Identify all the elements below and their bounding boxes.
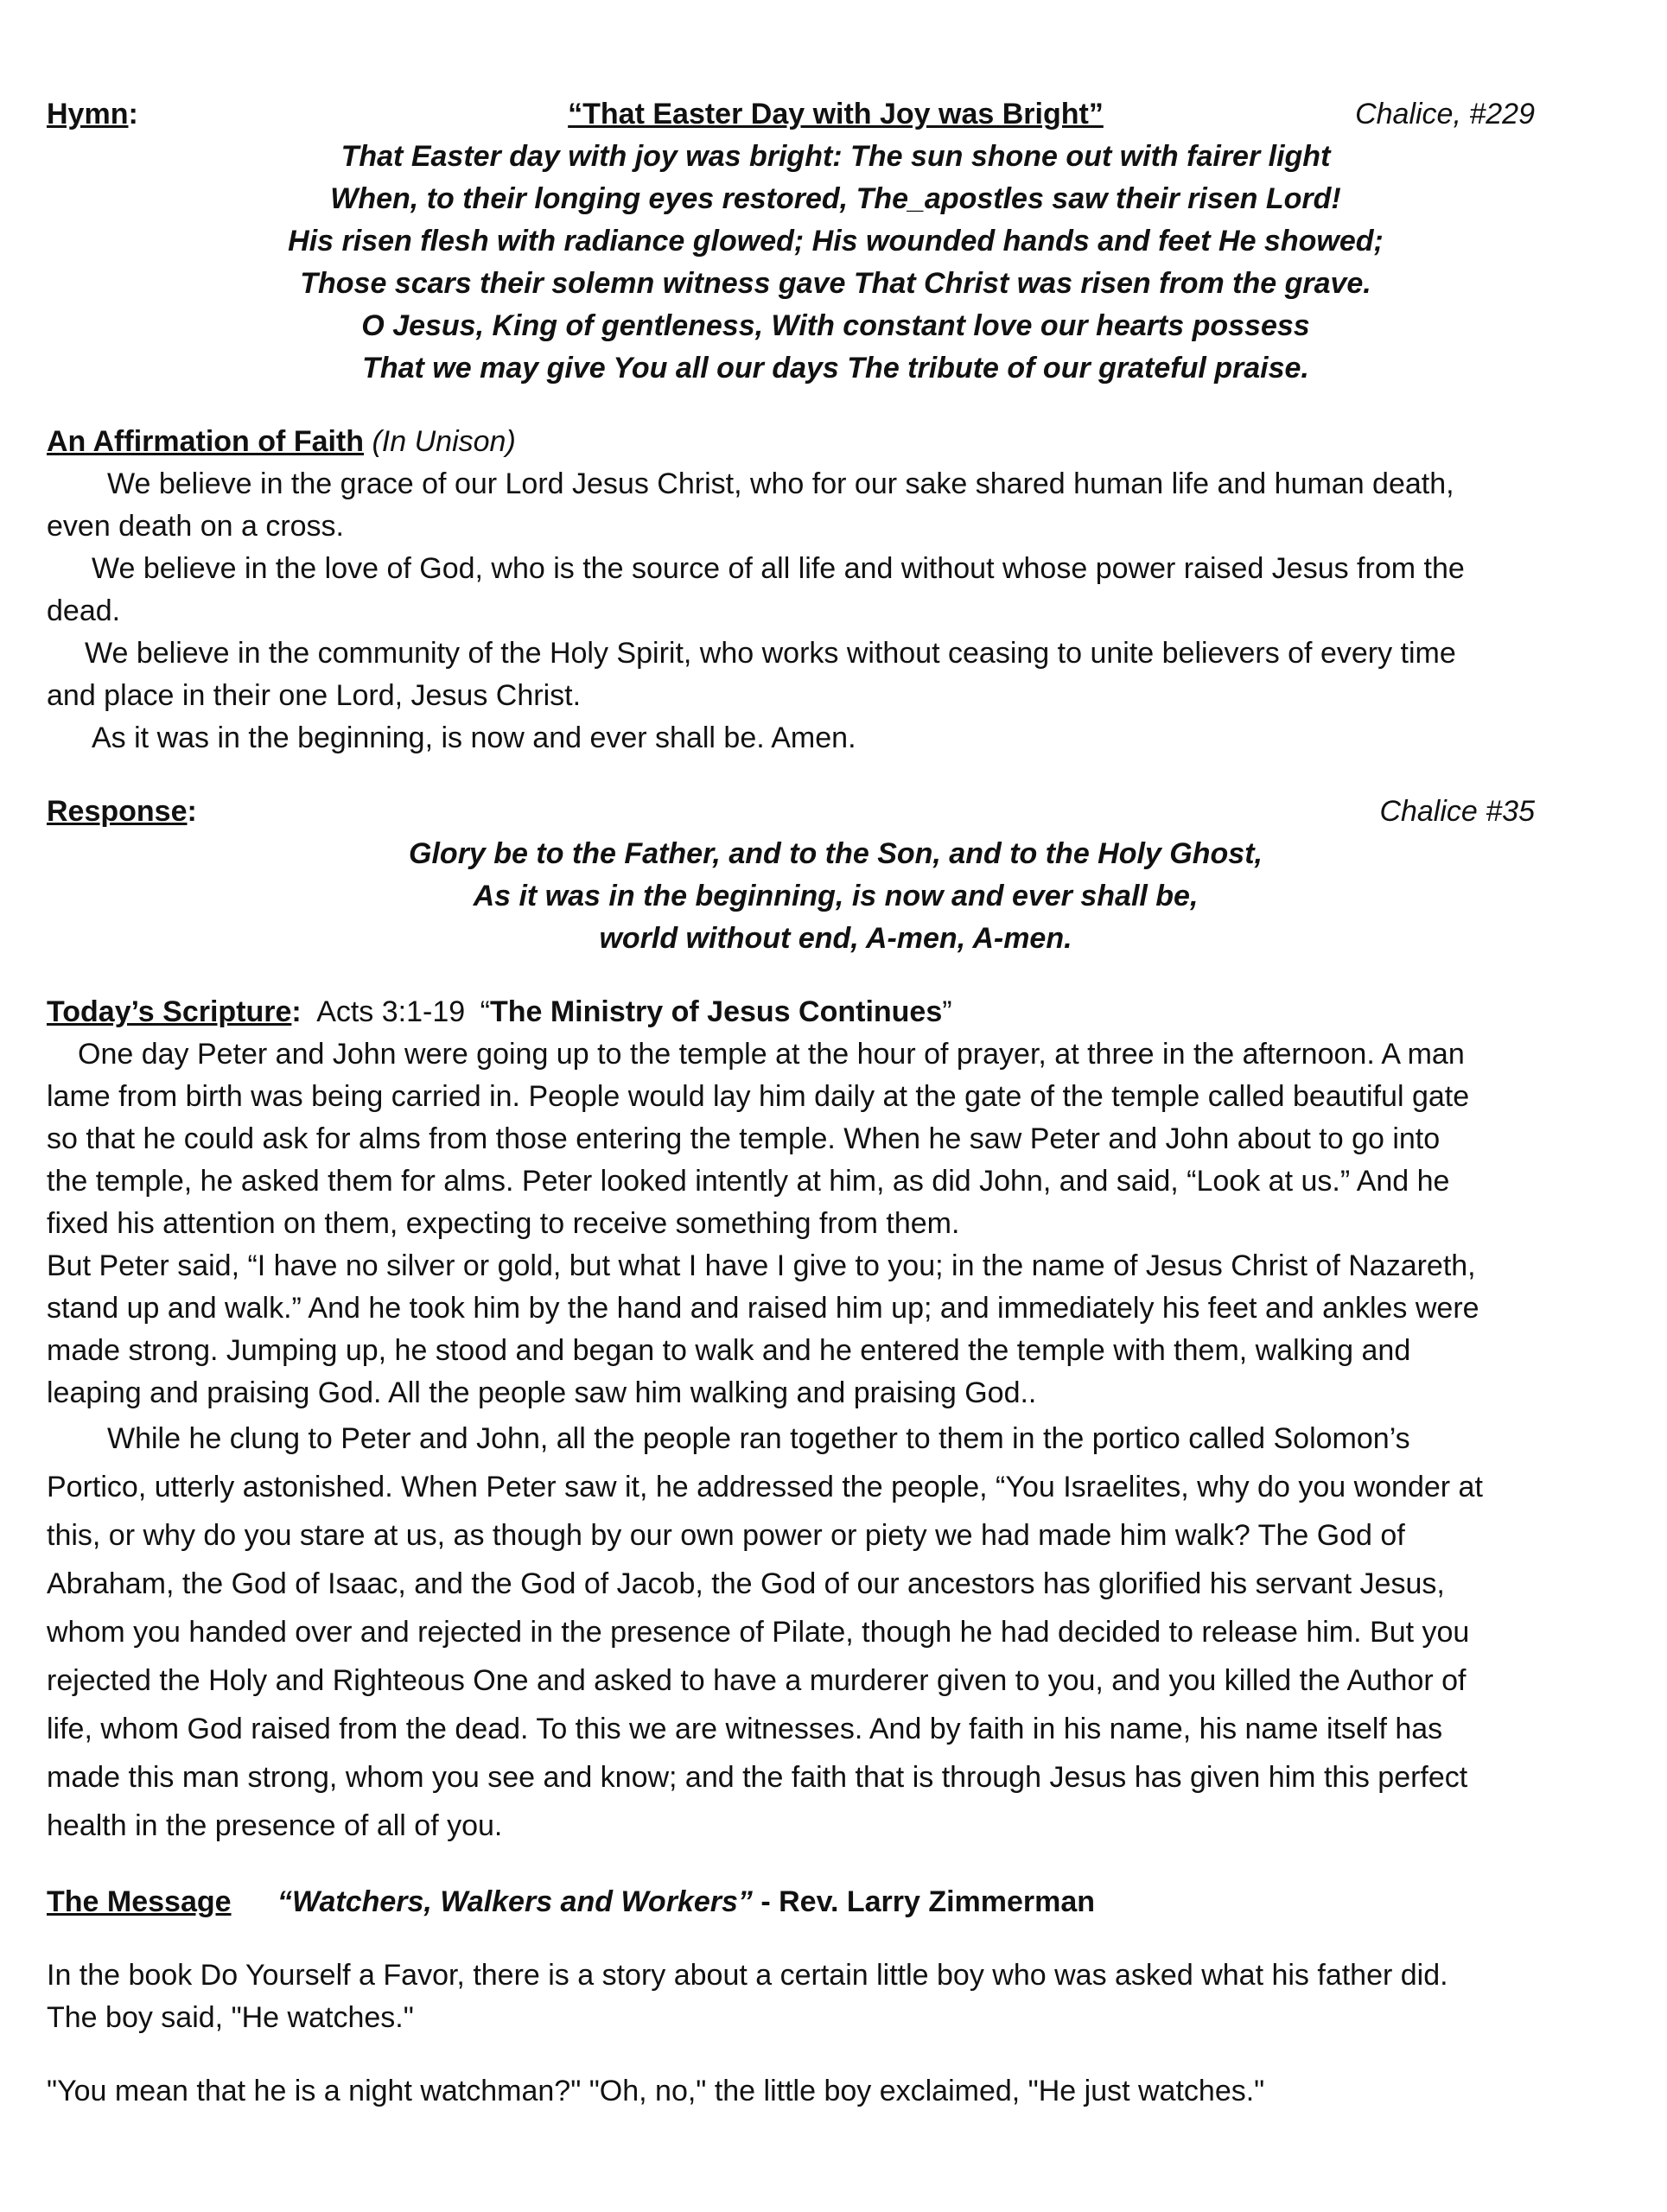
scripture-line: life, whom God raised from the dead. To this we are witnesses. And by faith in his name, his name itself has — [47, 1713, 1443, 1745]
affirmation-line: As it was in the beginning, is now and ever shall be. Amen. — [92, 721, 856, 754]
affirmation-line: even death on a cross. — [47, 510, 345, 543]
spacer — [47, 1850, 1625, 1881]
scripture-header — [47, 991, 1625, 1033]
scripture-line: whom you handed over and rejected in the presence of Pilate, though he had decided to release him. But you — [47, 1616, 1470, 1649]
message-line: In the book Do Yourself a Favor, there is a story about a certain little boy who was asked what his father did. — [47, 1959, 1448, 1992]
response-line: As it was in the beginning, is now and ever shall be, — [473, 880, 1199, 912]
spacer — [47, 760, 1625, 791]
hymn-line: That we may give You all our days The tribute of our grateful praise. — [362, 352, 1309, 385]
scripture-line: fixed his attention on them, expecting to receive something from them. — [47, 1207, 960, 1240]
scripture-line: made strong. Jumping up, he stood and began to walk and he entered the temple with them, walking and — [47, 1334, 1411, 1367]
spacer — [47, 390, 1625, 421]
scripture-line: Abraham, the God of Isaac, and the God of Jacob, the God of our ancestors has glorified his servant Jesus, — [47, 1567, 1445, 1600]
hymn-colon: : — [128, 98, 138, 130]
message-header — [47, 1881, 1625, 1923]
spacer — [47, 2039, 1625, 2070]
scripture-line: the temple, he asked them for alms. Peter looked intently at him, as did John, and said, “Look at us.” And he — [47, 1165, 1450, 1198]
response-lyrics — [47, 833, 1625, 960]
response-line: world without end, A-men, A-men. — [599, 922, 1072, 955]
scripture-line: so that he could ask for alms from those entering the temple. When he saw Peter and John about to go into — [47, 1122, 1441, 1155]
response-colon: : — [187, 795, 197, 828]
message-line: The boy said, "He watches." — [47, 2001, 414, 2034]
scripture-passage: Acts 3:1-19 — [316, 995, 466, 1028]
scripture-line: While he clung to Peter and John, all the people ran together to them in the portico called Solomon’s — [107, 1422, 1410, 1455]
scripture-line: One day Peter and John were going up to the temple at the hour of prayer, at three in the afternoon. A man — [78, 1038, 1465, 1071]
hymn-line: Those scars their solemn witness gave That Christ was risen from the grave. — [300, 267, 1371, 300]
scripture-line: Portico, utterly astonished. When Peter saw it, he addressed the people, “You Israelites, why do you wonder at — [47, 1471, 1483, 1503]
response-label-wrap — [47, 791, 197, 833]
scripture-line: stand up and walk.” And he took him by the hand and raised him up; and immediately his feet and ankles were — [47, 1292, 1479, 1325]
affirmation-line: and place in their one Lord, Jesus Christ. — [47, 679, 582, 712]
scripture-colon: : — [291, 995, 302, 1028]
hymn-line: When, to their longing eyes restored, The_apostles saw their risen Lord! — [330, 182, 1341, 215]
scripture-line: health in the presence of all of you. — [47, 1809, 503, 1842]
hymn-line: His risen flesh with radiance glowed; His wounded hands and feet He showed; — [288, 225, 1384, 257]
message-speaker: - Rev. Larry Zimmerman — [752, 1885, 1096, 1918]
scripture-line: this, or why do you stare at us, as though by our own power or piety we had made him walk? The God of — [47, 1519, 1405, 1552]
scripture-paragraph-2 — [47, 1414, 1625, 1850]
response-label: Response — [47, 795, 188, 828]
scripture-open-quote: “ — [480, 995, 490, 1028]
message-label: The Message — [47, 1885, 232, 1918]
scripture-line: made this man strong, whom you see and know; and the faith that is through Jesus has given him this perfect — [47, 1761, 1468, 1794]
affirmation-line: We believe in the love of God, who is the source of all life and without whose power raised Jesus from the — [92, 552, 1465, 585]
spacer — [47, 960, 1625, 991]
hymn-line: O Jesus, King of gentleness, With constant love our hearts possess — [361, 309, 1310, 342]
hymn-line: That Easter day with joy was bright: The sun shone out with fairer light — [340, 140, 1331, 173]
scripture-title: The Ministry of Jesus Continues — [489, 995, 943, 1028]
scripture-line: rejected the Holy and Righteous One and asked to have a murderer given to you, and you killed the Author of — [47, 1664, 1467, 1697]
hymn-header — [47, 93, 1625, 136]
hymn-lyrics — [47, 136, 1625, 390]
bulletin-page — [47, 93, 1625, 2113]
scripture-close-quote: ” — [942, 995, 952, 1028]
response-reference: Chalice #35 — [1379, 795, 1535, 828]
response-header — [47, 791, 1625, 833]
scripture-line: But Peter said, “I have no silver or gold, but what I have I give to you; in the name of Jesus Christ of Nazareth, — [47, 1249, 1476, 1282]
affirmation-note: (In Unison) — [372, 425, 516, 458]
spacer — [47, 1923, 1625, 1955]
affirmation-line: We believe in the grace of our Lord Jesus Christ, who for our sake shared human life and human death, — [107, 467, 1454, 500]
affirmation-label: An Affirmation of Faith — [47, 425, 365, 458]
hymn-title: “That Easter Day with Joy was Bright” — [568, 98, 1104, 130]
affirmation-header — [47, 421, 1625, 463]
affirmation-line: dead. — [47, 594, 121, 627]
message-line: "You mean that he is a night watchman?" "Oh, no," the little boy exclaimed, "He just watches." — [47, 2075, 1265, 2107]
scripture-line: lame from birth was being carried in. People would lay him daily at the gate of the temple called beautiful gate — [47, 1080, 1470, 1113]
message-title: “Watchers, Walkers and Workers” — [277, 1885, 753, 1918]
scripture-label: Today’s Scripture — [47, 995, 292, 1028]
scripture-line: leaping and praising God. All the people saw him walking and praising God.. — [47, 1376, 1037, 1409]
hymn-reference: Chalice, #229 — [1355, 98, 1535, 130]
hymn-label: Hymn — [47, 98, 129, 130]
response-line: Glory be to the Father, and to the Son, and to the Holy Ghost, — [409, 837, 1263, 870]
affirmation-line: We believe in the community of the Holy Spirit, who works without ceasing to unite believers of every time — [85, 637, 1456, 670]
